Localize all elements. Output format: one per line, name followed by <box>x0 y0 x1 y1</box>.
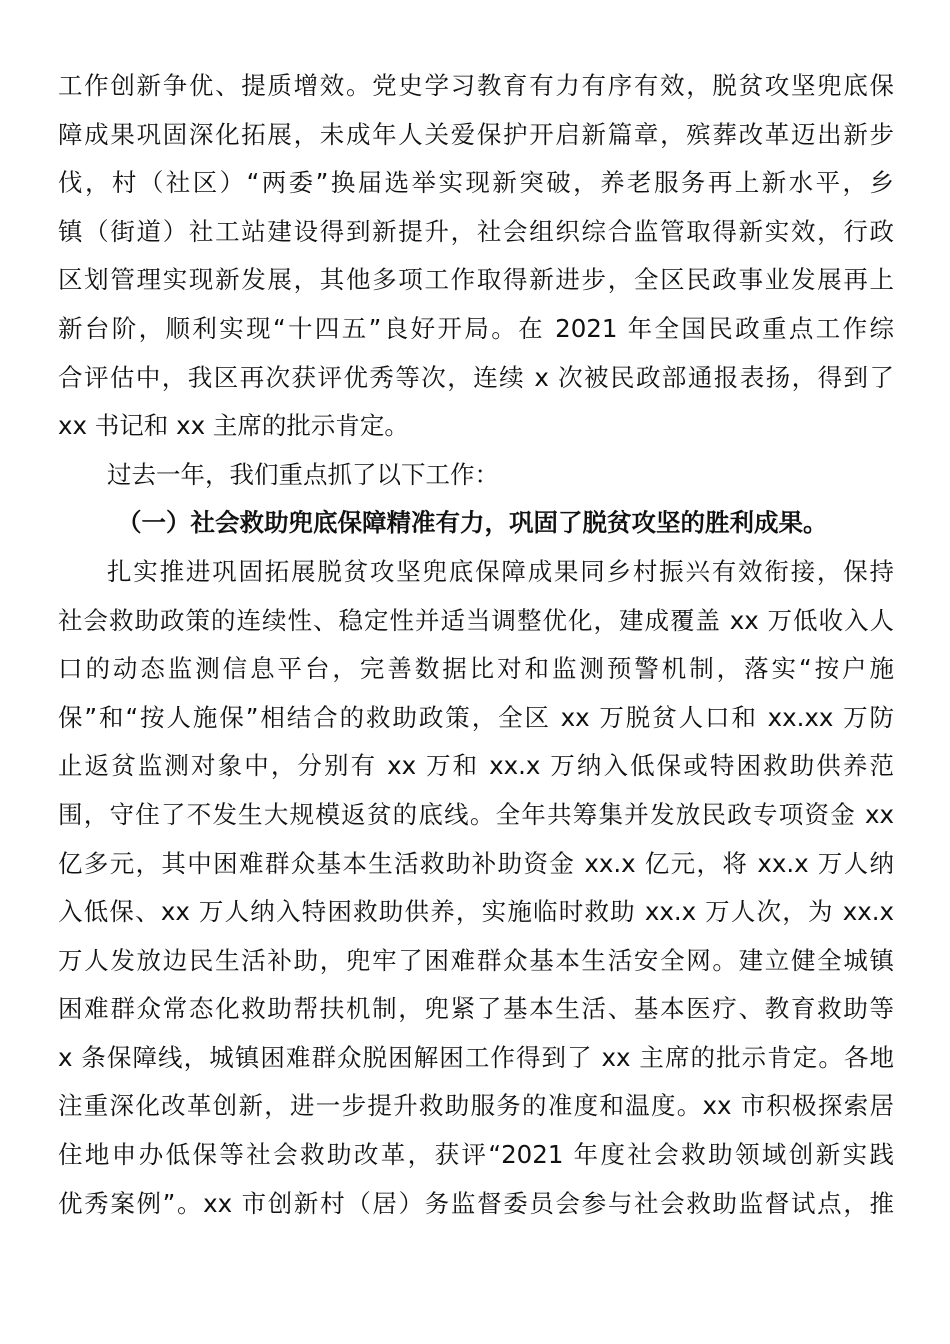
document-page <box>58 62 894 1228</box>
text-line: xx 书记和 xx 主席的批示肯定。 <box>58 411 409 441</box>
text-line: 过去一年，我们重点抓了以下工作： <box>107 459 499 489</box>
paragraph-intro <box>58 62 894 451</box>
text-line: 口的动态监测信息平台，完善数据比对和监测预警机制，落实“按户施 <box>58 654 894 684</box>
text-line: 注重深化改革创新，进一步提升救助服务的准度和温度。xx 市积极探索居 <box>58 1091 894 1121</box>
text-line: 优秀案例”。xx 市创新村（居）务监督委员会参与社会救助监督试点，推 <box>58 1188 894 1218</box>
text-line: 伐，村（社区）“两委”换届选举实现新突破，养老服务再上新水平，乡 <box>58 168 894 198</box>
text-line: 困难群众常态化救助帮扶机制，兜紧了基本生活、基本医疗、教育救助等 <box>58 994 894 1024</box>
text-line: 社会救助政策的连续性、稳定性并适当调整优化，建成覆盖 xx 万低收入人 <box>58 605 894 635</box>
paragraph-social-assistance <box>58 548 894 1228</box>
text-line: 止返贫监测对象中，分别有 xx 万和 xx.x 万纳入低保或特困救助供养范 <box>58 751 894 781</box>
paragraph-transition <box>58 451 894 500</box>
text-line: 入低保、xx 万人纳入特困救助供养，实施临时救助 xx.x 万人次，为 xx.x <box>58 897 894 927</box>
section-heading <box>58 499 894 548</box>
text-line: 工作创新争优、提质增效。党史学习教育有力有序有效，脱贫攻坚兜底保 <box>58 71 894 100</box>
text-line: 新台阶，顺利实现“十四五”良好开局。在 2021 年全国民政重点工作综 <box>58 313 894 343</box>
text-line: 万人发放边民生活补助，兜牢了困难群众基本生活安全网。建立健全城镇 <box>58 945 894 975</box>
text-line: 合评估中，我区再次获评优秀等次，连续 x 次被民政部通报表扬，得到了 <box>58 362 894 392</box>
text-line: x 条保障线，城镇困难群众脱困解困工作得到了 xx 主席的批示肯定。各地 <box>58 1042 894 1072</box>
heading-line: （一）社会救助兜底保障精准有力，巩固了脱贫攻坚的胜利成果。 <box>117 508 828 538</box>
text-line: 围，守住了不发生大规模返贫的底线。全年共筹集并发放民政专项资金 xx <box>58 799 894 829</box>
text-line: 区划管理实现新发展，其他多项工作取得新进步，全区民政事业发展再上 <box>58 265 894 295</box>
text-line: 扎实推进巩固拓展脱贫攻坚兜底保障成果同乡村振兴有效衔接，保持 <box>107 556 894 586</box>
text-line: 住地申办低保等社会救助改革，获评“2021 年度社会救助领域创新实践 <box>58 1140 894 1170</box>
text-line: 亿多元，其中困难群众基本生活救助补助资金 xx.x 亿元，将 xx.x 万人纳 <box>58 848 894 878</box>
text-line: 保”和“按人施保”相结合的救助政策，全区 xx 万脱贫人口和 xx.xx 万防 <box>58 702 894 732</box>
text-line: 镇（街道）社工站建设得到新提升，社会组织综合监管取得新实效，行政 <box>58 216 894 246</box>
text-line: 障成果巩固深化拓展，未成年人关爱保护开启新篇章，殡葬改革迈出新步 <box>58 119 894 149</box>
